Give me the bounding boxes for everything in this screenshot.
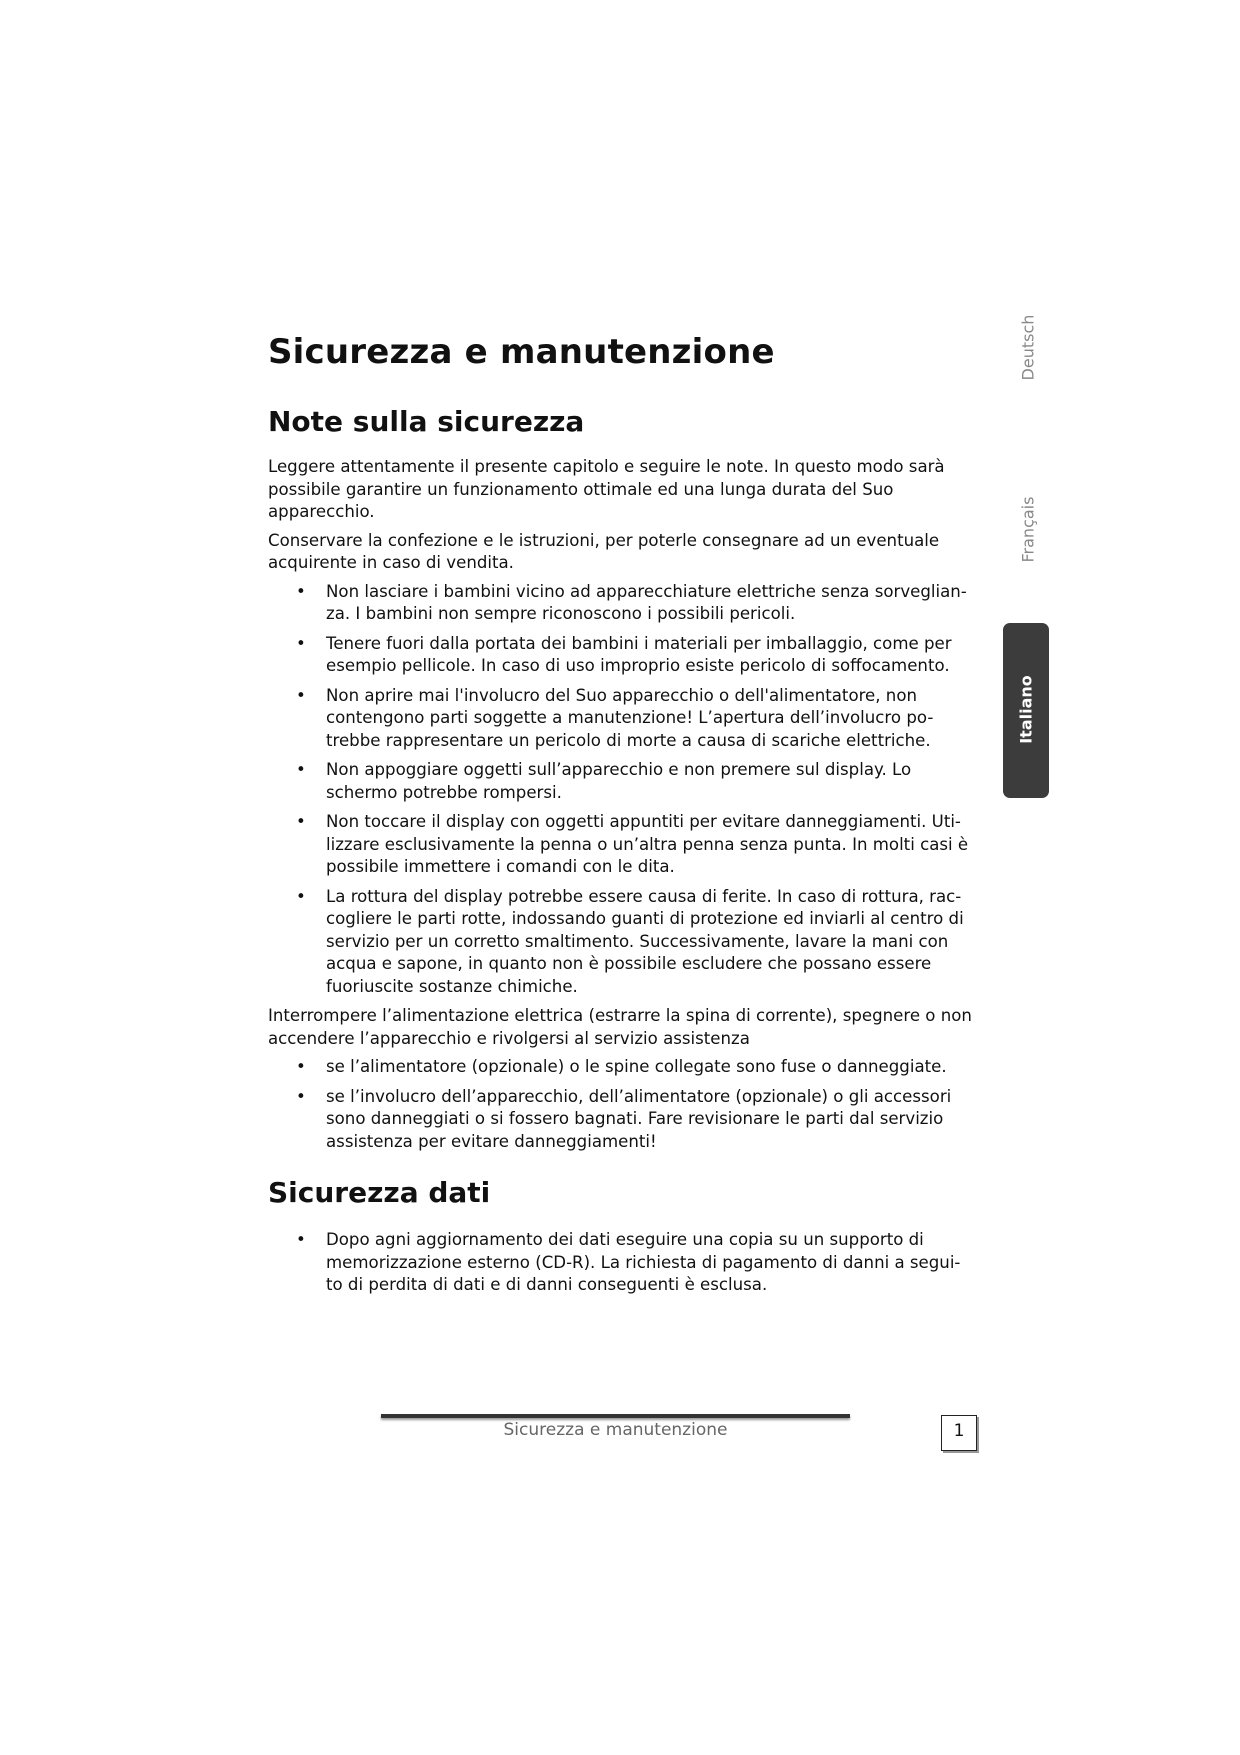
list-item: • Non appoggiare oggetti sull’apparecchio e non premere sul display. Lo schermo potrebbe rompersi. — [296, 760, 912, 802]
section-heading-data: Sicurezza dati — [268, 1176, 491, 1209]
bullet-icon: • — [296, 1230, 306, 1249]
document-body — [268, 330, 973, 1304]
bullet-icon: • — [296, 886, 306, 906]
tab-deutsch[interactable]: Deutsch — [1018, 314, 1038, 381]
footer-divider — [381, 1414, 850, 1418]
list-item: • Non aprire mai l'involucro del Suo apparecchio o dell'alimentatore, non contengono parti soggette a manutenzione! L’apertura dell’involucro po-trebbe rappresentare un pericolo di morte a causa di scariche elettriche. — [296, 685, 934, 750]
bullet-icon: • — [296, 812, 306, 831]
tab-italiano-label: Italiano — [1016, 675, 1036, 744]
bullet-icon: • — [296, 1086, 306, 1106]
list-item: • Tenere fuori dalla portata dei bambini i materiali per imballaggio, come per esempio pellicole. In caso di uso improprio esiste pericolo di soffocamento. — [296, 633, 952, 675]
bullet-icon: • — [296, 581, 306, 601]
data-list — [268, 1229, 973, 1297]
list-item: • La rottura del display potrebbe essere causa di ferite. In caso di rottura, rac-cogliere le parti rotte, indossando guanti di protezione ed inviarli al centro di servizio per un corretto smaltimento. Successivamente, lavare la mani con acqua e sapone, in quanto non è possibile escludere che possano essere fuoriuscite sostanze chimiche. — [296, 886, 964, 996]
safety-list — [268, 581, 973, 999]
page-number: 1 — [941, 1415, 977, 1451]
bullet-icon: • — [296, 760, 306, 779]
bullet-icon: • — [296, 633, 306, 653]
list-item: • Non toccare il display con oggetti appuntiti per evitare danneggiamenti. Uti-lizzare esclusivamente la penna o un’altra penna senza punta. In molti casi è possibile immettere i comandi con le dita. — [296, 812, 969, 876]
tab-francais[interactable]: Français — [1018, 496, 1038, 563]
interrupt-list — [268, 1056, 973, 1153]
list-item: • se l’alimentatore (opzionale) o le spine collegate sono fuse o danneggiate. — [268, 1056, 973, 1079]
interrupt-paragraph: Interrompere l’alimentazione elettrica (estrarre la spina di corrente), spegnere o non accendere l’apparecchio e rivolgersi al servizio assistenza — [268, 1006, 972, 1048]
intro-paragraph: Conservare la confezione e le istruzioni, per poterle consegnare ad un eventuale acquirente in caso di vendita. — [268, 530, 940, 572]
page-title: Sicurezza e manutenzione — [268, 332, 775, 372]
list-item: • Non lasciare i bambini vicino ad apparecchiature elettriche senza sorveglian-za. I bambini non sempre riconoscono i possibili pericoli. — [296, 581, 967, 623]
list-item: • Dopo agni aggiornamento dei dati eseguire una copia su un supporto di memorizzazione esterno (CD-R). La richiesta di pagamento di danni a segui-to di perdita di dati e di danni conseguenti è esclusa. — [296, 1230, 961, 1294]
footer-title: Sicurezza e manutenzione — [503, 1420, 728, 1440]
list-item: • se l’involucro dell’apparecchio, dell’alimentatore (opzionale) o gli accessori sono danneggiati o si fossero bagnati. Fare revisionare le parti dal servizio assistenza per evitare danneggiamenti! — [296, 1086, 952, 1151]
intro-paragraph: Leggere attentamente il presente capitolo e seguire le note. In questo modo sarà possibile garantire un funzionamento ottimale ed una lunga durata del Suo apparecchio. — [268, 457, 945, 521]
section-heading-safety: Note sulla sicurezza — [268, 405, 585, 438]
bullet-icon: • — [296, 1057, 306, 1076]
bullet-icon: • — [296, 685, 306, 705]
